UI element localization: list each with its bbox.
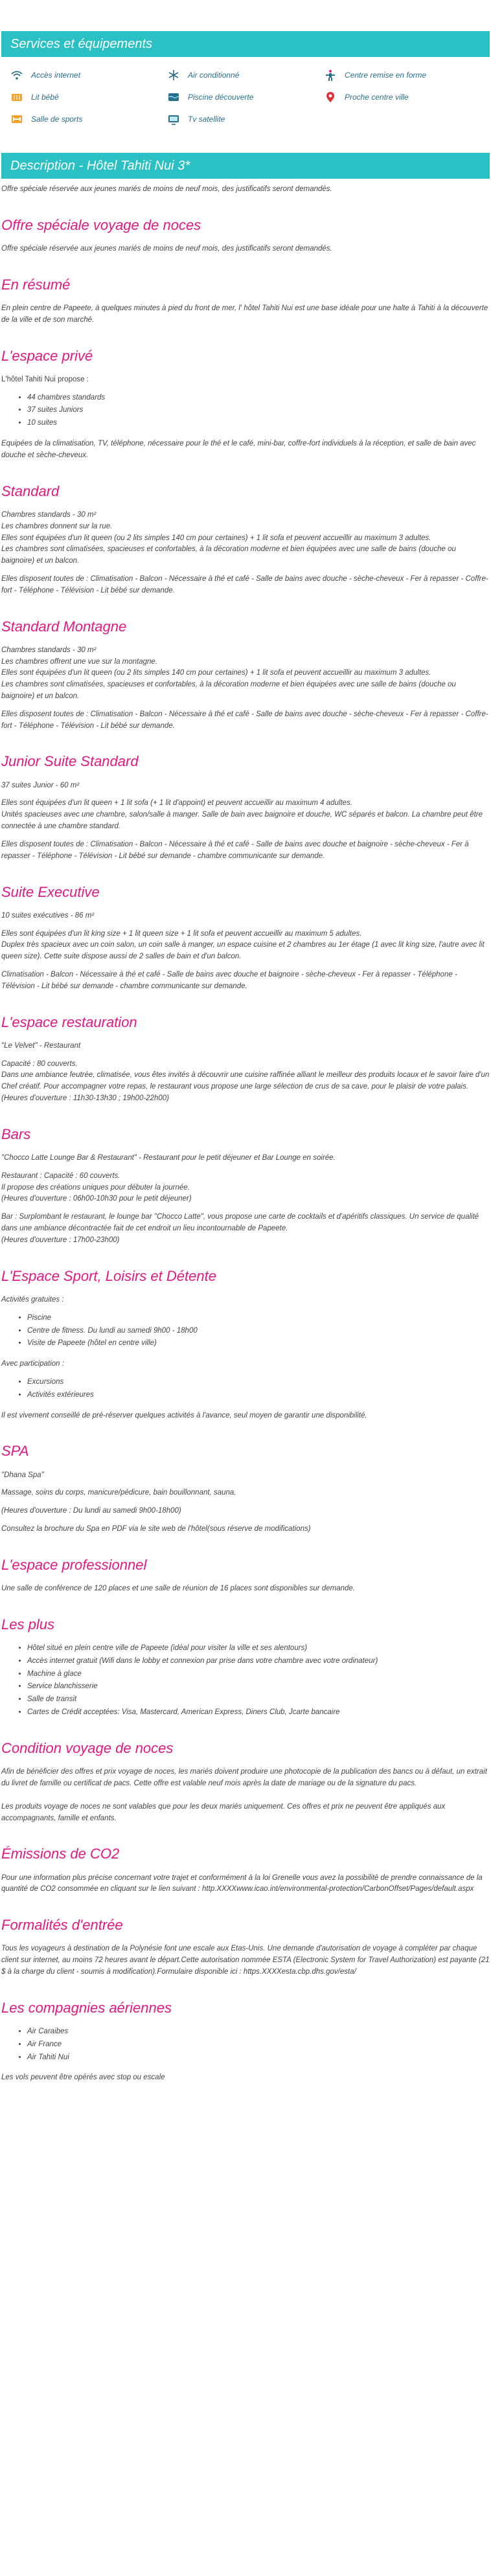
bars-l6: (Heures d'ouverture : 17h00-23h00): [1, 1236, 120, 1244]
exec-l3: Duplex très spacieux avec un coin salon, un coin salle à manger, un espace cuisine et 2 chambres au 1er étage (1 avec lit king size, l'autre avec lit queen size). Cette suite dispose aussi de 2 salles de bain et d'un balcon.: [1, 941, 485, 961]
list-item: • Cartes de Crédit acceptées: Visa, Mastercard, American Express, Diners Club, Jcarte bancaire: [27, 1707, 490, 1719]
montagne-l1: Chambres standards - 30 m²: [1, 646, 97, 654]
facility-aircon: [167, 69, 324, 82]
facility-label: Accès internet: [31, 70, 81, 80]
montagne-l5: Elles disposent toutes de : Climatisation - Balcon - Nécessaire à thé et café - Salle de bains avec douche - sèche-cheveux - Fer à repasser - Coffre-fort - Téléphone - Télévision - Lit bébé sur demande.: [1, 710, 488, 730]
sport-intro: Activités gratuites :: [1, 1295, 64, 1304]
bars-l5: Bar : Surplombant le restaurant, le lounge bar "Chocco Latte", vous propose une carte de cocktails et d'apéritifs classiques. Un service de qualité dans une ambiance décontractée fait de cet endroit un lieu incontournable de Papeete.: [1, 1213, 479, 1233]
cond-l2: Les produits voyage de noces ne sont valables que pour les deux mariés uniquement. Ces offres et prix ne peuvent être appliqués aux accompagnants, famille et enfants.: [1, 1802, 446, 1822]
resto-l4: (Heures d'ouverture : 11h30-13h30 ; 19h00-22h00): [1, 1094, 169, 1102]
standard-title: Standard: [1, 482, 60, 499]
resume-title: En résumé: [1, 276, 71, 293]
exec-l1: 10 suites exécutives - 86 m²: [1, 911, 95, 920]
list-item: • Service blanchisserie: [27, 1681, 490, 1693]
standard-l3: Elles sont équipées d'un lit queen (ou 2 lits simples 140 cm pour certaines) + 1 lit sofa et peuvent accueillir au maximum 3 adultes.: [1, 534, 431, 542]
resto-l2: Capacité : 80 couverts.: [1, 1059, 78, 1068]
facility-gym: [10, 113, 167, 126]
list-item: • Activités extérieures: [27, 1390, 490, 1401]
list-item: • 44 chambres standards: [27, 392, 490, 404]
exec-l2: Elles sont équipées d'un lit king size + 1 lit queen size + 1 lit sofa et peuvent accueillir au maximum 5 adultes.: [1, 929, 362, 938]
resto-l1: "Le Velvet" - Restaurant: [1, 1041, 81, 1050]
prive-list: [1, 392, 490, 429]
list-item: • Centre de fitness. Du lundi au samedi 9h00 - 18h00: [27, 1326, 490, 1337]
bars-l3: Il propose des créations uniques pour débuter la journée.: [1, 1183, 190, 1192]
montagne-l4: Les chambres sont climatisées, spacieuses et confortables, à la décoration moderne et bien équipées avec une salle de bains (douche ou baignoire) et un balcon.: [1, 681, 456, 700]
plus-title: Les plus: [1, 1616, 54, 1633]
offre-text: Offre spéciale réservée aux jeunes mariés de moins de neuf mois, des justificatifs seront demandés.: [1, 245, 332, 253]
pro-text: Une salle de conférence de 120 places et une salle de réunion de 16 places sont disponibles sur demande.: [1, 1585, 355, 1592]
prive-intro: L'hôtel Tahiti Nui propose :: [1, 375, 89, 383]
facility-fitness: [324, 69, 481, 82]
fitness-icon: [324, 69, 337, 82]
junior-l1: 37 suites Junior - 60 m²: [1, 781, 80, 789]
description-heading: Description - Hôtel Tahiti Nui 3*: [1, 153, 490, 179]
facility-label: Tv satellite: [188, 114, 225, 124]
facility-crib: [10, 91, 167, 104]
junior-l4: Elles disposent toutes de : Climatisation - Balcon - Nécessaire à thé et café - Salle de bains avec douche et baignoire - sèche-cheveux - Fer à repasser - Téléphone - Télévision - Lit bébé sur demande - chambre communicante sur demande.: [1, 840, 469, 860]
facility-label: Centre remise en forme: [345, 70, 427, 80]
list-item: • Piscine: [27, 1313, 490, 1324]
facility-label: Air conditionné: [188, 70, 240, 80]
bars-title: Bars: [1, 1125, 31, 1142]
junior-l3: Unités spacieuses avec une chambre, salon/salle à manger. Salle de bain avec baignoire et douche, WC séparés et balcon. La chambre peut être connectée à une chambre standard.: [1, 811, 483, 831]
tv-icon: [167, 113, 180, 126]
resto-l3: Dans une ambiance feutrée, climatisée, vous êtes invités à découvrir une cuisine raffinée alliant le meilleur des produits locaux et le savoir faire d'un Chef créatif. Pour accompagner votre repas, le restaurant vous propose une large sélection de crus de sa cave, pour le plaisir de votre palais.: [1, 1071, 490, 1091]
sport-free-list: [1, 1313, 490, 1350]
montagne-title: Standard Montagne: [1, 618, 127, 635]
prive-title: L'espace privé: [1, 347, 93, 364]
list-item: • Air France: [27, 2039, 490, 2051]
sport-paid-intro: Avec participation :: [1, 1360, 64, 1368]
form-text: Tous les voyageurs à destination de la Polynésie font une escale aux Etas-Unis. Une demande d'autorisation de voyage à compléter par chaque client sur internet, au moins 72 heures avant le départ.Cette autorisation nommée ESTA (Electronic System for Travel Authorization) est payante (21 $ à la charge du client - soumis à modification).Formulaire disponible ici : https.XXXXesta.cbp.dhs.gov/esta/: [1, 1945, 490, 1976]
air-note: Les vols peuvent être opérés avec stop ou escale: [1, 2073, 165, 2082]
montagne-l2: Les chambres offrent une vue sur la montagne.: [1, 657, 158, 666]
junior-title: Junior Suite Standard: [1, 753, 139, 770]
bars-l2: Restaurant : Capacité : 60 couverts.: [1, 1171, 120, 1180]
air-title: Les compagnies aériennes: [1, 1999, 172, 2016]
facility-pool: [167, 91, 324, 104]
facilities-grid: [1, 62, 490, 126]
co2-title: Émissions de CO2: [1, 1846, 120, 1862]
wifi-icon: [10, 69, 23, 82]
sport-note: Il est vivement conseillé de pré-réserver quelques activités à l'avance, seul moyen de garantir une disponibilité.: [1, 1411, 367, 1419]
gym-icon: [10, 113, 23, 126]
resto-title: L'espace restauration: [1, 1013, 137, 1030]
co2-text: Pour une information plus précise concernant votre trajet et conformément à la loi Grenelle vous avez la possibilité de prendre connaissance de la quantité de CO2 consommée en cliquant sur le lien suivant : http.XXXXwww.icao.int/environmental-protection/CarbonOffset/Pages/default.aspx: [1, 1873, 483, 1893]
location-pin-icon: [324, 91, 337, 104]
list-item: • Excursions: [27, 1377, 490, 1388]
list-item: • Salle de transit: [27, 1694, 490, 1706]
sport-paid-list: [1, 1377, 490, 1401]
spa-l4: Consultez la brochure du Spa en PDF via le site web de l'hôtel(sous réserve de modifications): [1, 1525, 311, 1533]
spa-l3: (Heures d'ouverture : Du lundi au samedi 9h00-18h00): [1, 1507, 181, 1515]
standard-l1: Chambres standards - 30 m²: [1, 510, 97, 519]
exec-l4: Climatisation - Balcon - Nécessaire à thé et café - Salle de bains avec douche et baignoire - sèche-cheveux - Fer à repasser - Téléphone - Télévision - Lit bébé sur demande - chambre communicante sur demande.: [1, 970, 457, 990]
list-item: • 10 suites: [27, 418, 490, 429]
services-heading: Services et équipements: [1, 31, 490, 57]
facility-label: Proche centre ville: [345, 92, 409, 102]
pro-title: L'espace professionnel: [1, 1556, 147, 1573]
standard-l2: Les chambres donnent sur la rue.: [1, 522, 113, 530]
resume-text: En plein centre de Papeete, à quelques minutes à pied du front de mer, l' hôtel Tahiti Nui est une base idéale pour une halte à Tahiti à la découverte de la ville et de son marché.: [1, 304, 488, 324]
form-title: Formalités d'entrée: [1, 1917, 123, 1934]
cond-l1: Afin de bénéficier des offres et prix voyage de noces, les mariés doivent produire une photocopie de la publication des bancs ou à défaut, un extrait du livret de famille ou certificat de pacs. Cette offre est valable neuf mois après la date de mariage ou de la signature du pacs.: [1, 1768, 487, 1787]
facility-downtown: [324, 91, 481, 104]
crib-icon: [10, 91, 23, 104]
list-item: • Machine à glace: [27, 1669, 490, 1680]
pool-icon: [167, 91, 180, 104]
list-item: • Accès internet gratuit (Wifi dans le lobby et connexion par prise dans votre chambre avec votre ordinateur): [27, 1656, 490, 1667]
facility-label: Salle de sports: [31, 114, 83, 124]
spa-title: SPA: [1, 1443, 29, 1460]
snowflake-icon: [167, 69, 180, 82]
offre-title: Offre spéciale voyage de noces: [1, 216, 201, 233]
list-item: • Visite de Papeete (hôtel en centre ville): [27, 1338, 490, 1350]
list-item: • Air Tahiti Nui: [27, 2052, 490, 2064]
junior-l2: Elles sont équipées d'un lit queen + 1 lit sofa (+ 1 lit d'appoint) et peuvent accueillir au maximum 4 adultes.: [1, 799, 353, 808]
bars-l4: (Heures d'ouverture : 06h00-10h30 pour le petit déjeuner): [1, 1195, 192, 1203]
sport-title: L'Espace Sport, Loisirs et Détente: [1, 1267, 216, 1284]
exec-title: Suite Executive: [1, 883, 100, 900]
prive-text: Equipées de la climatisation, TV, téléphone, nécessaire pour le thé et le café, mini-bar, coffre-fort individuels à la réception, et salle de bain avec douche et sèche-cheveux.: [1, 440, 476, 459]
list-item: • Hôtel situé en plein centre ville de Papeete (idéal pour visiter la ville et ses alentours): [27, 1643, 490, 1655]
plus-list: [1, 1643, 490, 1719]
bars-l1: "Chocco Latte Lounge Bar & Restaurant" - Restaurant pour le petit déjeuner et Bar Lounge en soirée.: [1, 1154, 336, 1162]
intro-text: Offre spéciale réservée aux jeunes mariés de moins de neuf mois, des justificatifs seront demandés.: [1, 185, 332, 193]
facility-tv: [167, 113, 324, 126]
facility-label: Lit bébé: [31, 92, 59, 102]
cond-title: Condition voyage de noces: [1, 1739, 174, 1756]
list-item: • 37 suites Juniors: [27, 405, 490, 416]
air-list: [1, 2026, 490, 2063]
montagne-l3: Elles sont équipées d'un lit queen (ou 2 lits simples 140 cm pour certaines) + 1 lit sofa et peuvent accueillir au maximum 3 adultes.: [1, 669, 431, 677]
spa-l2: Massage, soins du corps, manicure/pédicure, bain bouillonnant, sauna.: [1, 1489, 236, 1497]
facility-label: Piscine découverte: [188, 92, 254, 102]
spa-l1: "Dhana Spa": [1, 1471, 44, 1479]
standard-l5: Elles disposent toutes de : Climatisation - Balcon - Nécessaire à thé et café - Salle de bains avec douche - sèche-cheveux - Fer à repasser - Coffre-fort - Téléphone - Télévision - Lit bébé sur demande.: [1, 574, 488, 594]
standard-l4: Les chambres sont climatisées, spacieuses et confortables, à la décoration moderne et bien équipées avec une salle de bains (douche ou baignoire) et un balcon.: [1, 545, 456, 565]
list-item: • Air Caraibes: [27, 2026, 490, 2038]
facility-internet: [10, 69, 167, 82]
